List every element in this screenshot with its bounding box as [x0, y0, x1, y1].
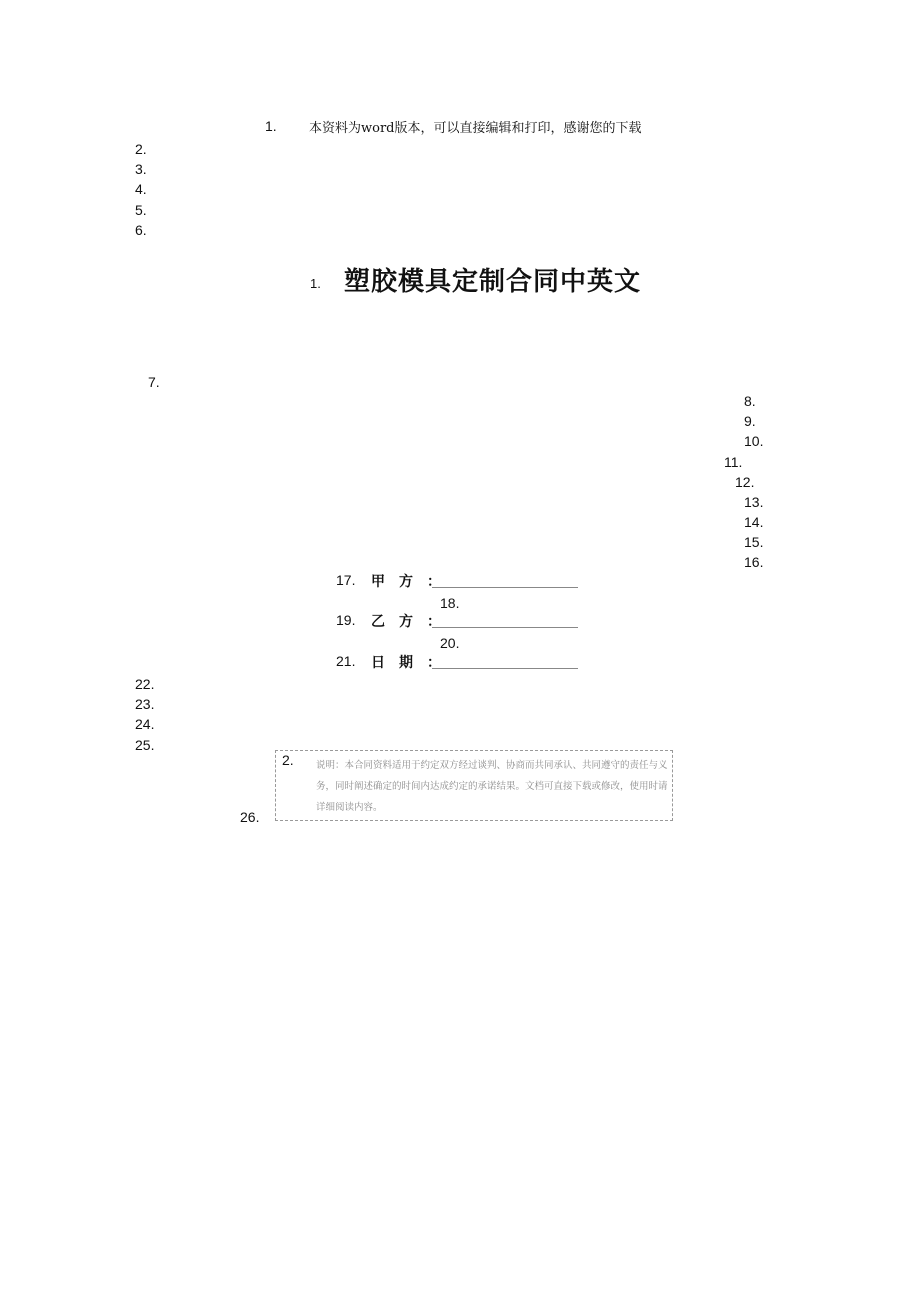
party-b-signature-field[interactable] [432, 609, 578, 628]
empty-item-11: 11. [724, 454, 743, 470]
empty-item-23: 23. [135, 696, 155, 712]
note-number: 2. [282, 752, 294, 768]
empty-item-9: 9. [744, 413, 756, 429]
empty-item-6: 6. [135, 222, 147, 238]
empty-item-25: 25. [135, 737, 155, 753]
contract-note-text: 说明：本合同资料适用于约定双方经过谈判、协商而共同承认、共同遵守的责任与义务，同时阐述确定的时间内达成约定的承诺结果。文档可直接下载或修改，使用时请详细阅读内容。 [316, 760, 668, 813]
party-b-label: 乙方： [371, 614, 455, 630]
empty-item-10: 10. [744, 433, 764, 449]
party-a-number: 17. [336, 572, 356, 588]
document-title: 塑胶模具定制合同中英文 [344, 267, 642, 297]
contract-note-box [275, 750, 673, 821]
empty-item-18: 18. [440, 595, 460, 611]
title-number: 1. [310, 276, 321, 291]
date-label: 日期： [371, 655, 455, 671]
empty-item-26: 26. [240, 809, 260, 825]
empty-item-16: 16. [744, 554, 764, 570]
empty-item-24: 24. [135, 716, 155, 732]
empty-item-20: 20. [440, 635, 460, 651]
empty-item-4: 4. [135, 181, 147, 197]
empty-item-22: 22. [135, 676, 155, 692]
empty-item-7: 7. [148, 374, 160, 390]
party-a-label: 甲方： [371, 574, 455, 590]
empty-item-3: 3. [135, 161, 147, 177]
notice-number: 1. [265, 118, 277, 134]
party-b-number: 19. [336, 612, 356, 628]
party-a-signature-field[interactable] [432, 569, 578, 588]
empty-item-5: 5. [135, 202, 147, 218]
empty-item-13: 13. [744, 494, 764, 510]
date-field[interactable] [432, 650, 578, 669]
empty-item-14: 14. [744, 514, 764, 530]
empty-item-15: 15. [744, 534, 764, 550]
empty-item-12: 12. [735, 474, 755, 490]
date-number: 21. [336, 653, 356, 669]
download-notice: 本资料为word版本，可以直接编辑和打印，感谢您的下载 [309, 121, 642, 136]
empty-item-2: 2. [135, 141, 147, 157]
empty-item-8: 8. [744, 393, 756, 409]
